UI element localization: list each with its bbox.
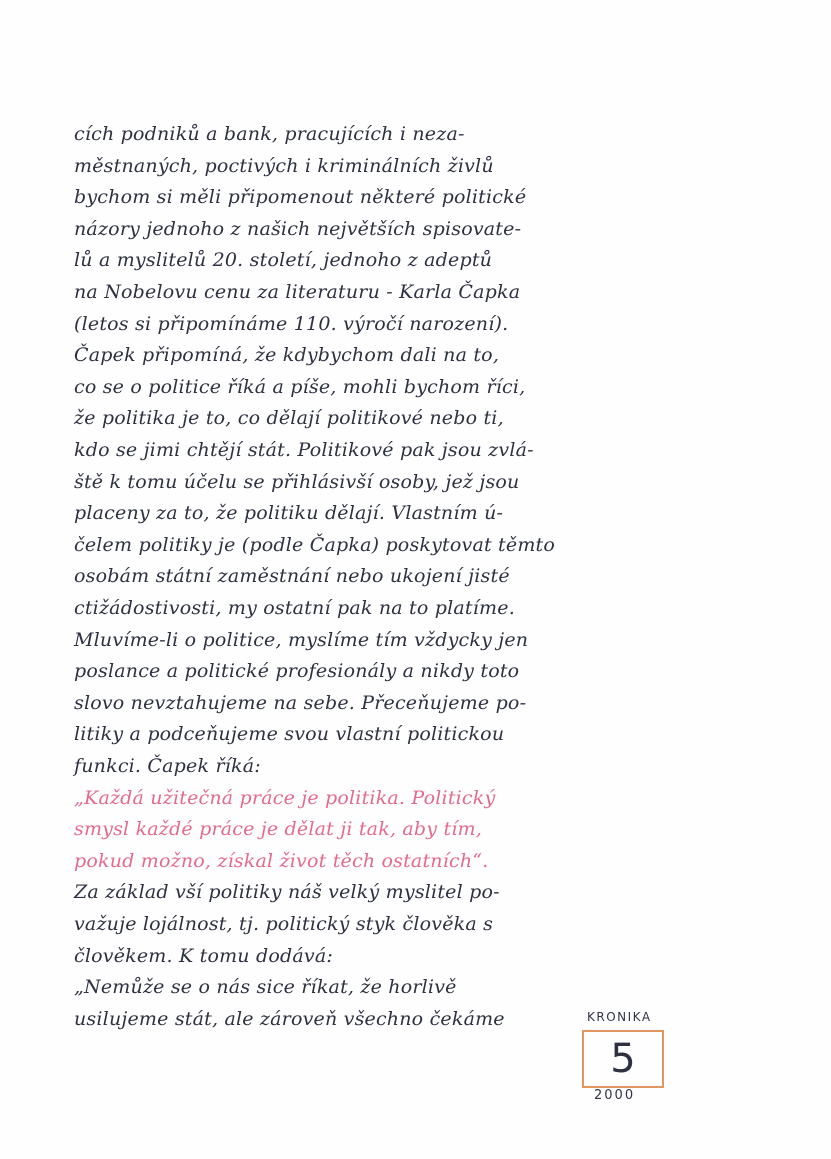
text-line: pokud možno, získal život těch ostatních“. [74, 849, 489, 872]
text-line: cích podniků a bank, pracujících i neza- [74, 123, 465, 145]
text-line: „Nemůže se o nás sice říkat, že horlivě [74, 976, 457, 999]
text-line: „Každá užitečná práce je politika. Politický [74, 786, 496, 809]
text-line: poslance a politické profesionály a nikdy toto [74, 660, 520, 683]
text-line: kdo se jimi chtějí stát. Politikové pak jsou zvlá- [74, 439, 534, 461]
stamp-year: 2000 [594, 1088, 636, 1103]
text-line: osobám státní zaměstnání nebo ukojení jisté [74, 565, 510, 588]
text-line: názory jednoho z našich největších spisovate- [74, 217, 522, 240]
text-line: co se o politice říká a píše, mohli bychom říci, [74, 375, 526, 398]
text-line: bychom si měli připomenout některé politické [74, 186, 527, 209]
text-line: čelem politiky je (podle Čapka) poskytovat těmto [74, 533, 556, 556]
text-line: (letos si připomínáme 110. výročí narození). [74, 312, 509, 335]
text-line: važuje lojálnost, tj. politický styk člověka s [74, 913, 494, 935]
text-line: slovo nevztahujeme na sebe. Přeceňujeme po- [74, 691, 527, 714]
text-line: ctižádostivosti, my ostatní pak na to platíme. [74, 597, 515, 619]
text-line: placeny za to, že politiku dělají. Vlastním ú- [74, 502, 504, 525]
chronicle-page-stamp [574, 1010, 684, 1110]
stamp-box [582, 1030, 664, 1088]
text-line: Mluvíme-li o politice, myslíme tím vždycky jen [74, 628, 529, 651]
text-line: smysl každé práce je dělat ji tak, aby tím, [74, 818, 483, 841]
text-line: Za základ vší politiky náš velký myslitel po- [74, 881, 500, 904]
stamp-page-number: 5 [610, 1036, 636, 1082]
text-line: litiky a podceňujeme svou vlastní politickou [74, 723, 505, 746]
text-line: funkci. Čapek říká: [74, 755, 261, 777]
text-line: že politika je to, co dělají politikové nebo ti, [74, 407, 504, 430]
text-line: usilujeme stát, ale zároveň všechno čekáme [74, 1007, 505, 1030]
text-line: člověkem. K tomu dodává: [74, 944, 333, 967]
stamp-label: KRONIKA [587, 1010, 652, 1024]
text-line: městnaných, poctivých i kriminálních živlů [74, 154, 494, 177]
text-line: Čapek připomíná, že kdybychom dali na to, [74, 344, 500, 367]
text-line: lů a myslitelů 20. století, jednoho z adeptů [74, 249, 493, 272]
text-line: na Nobelovu cenu za literaturu - Karla Čapka [74, 281, 521, 303]
text-line: ště k tomu účelu se přihlásivší osoby, jež jsou [74, 470, 520, 493]
